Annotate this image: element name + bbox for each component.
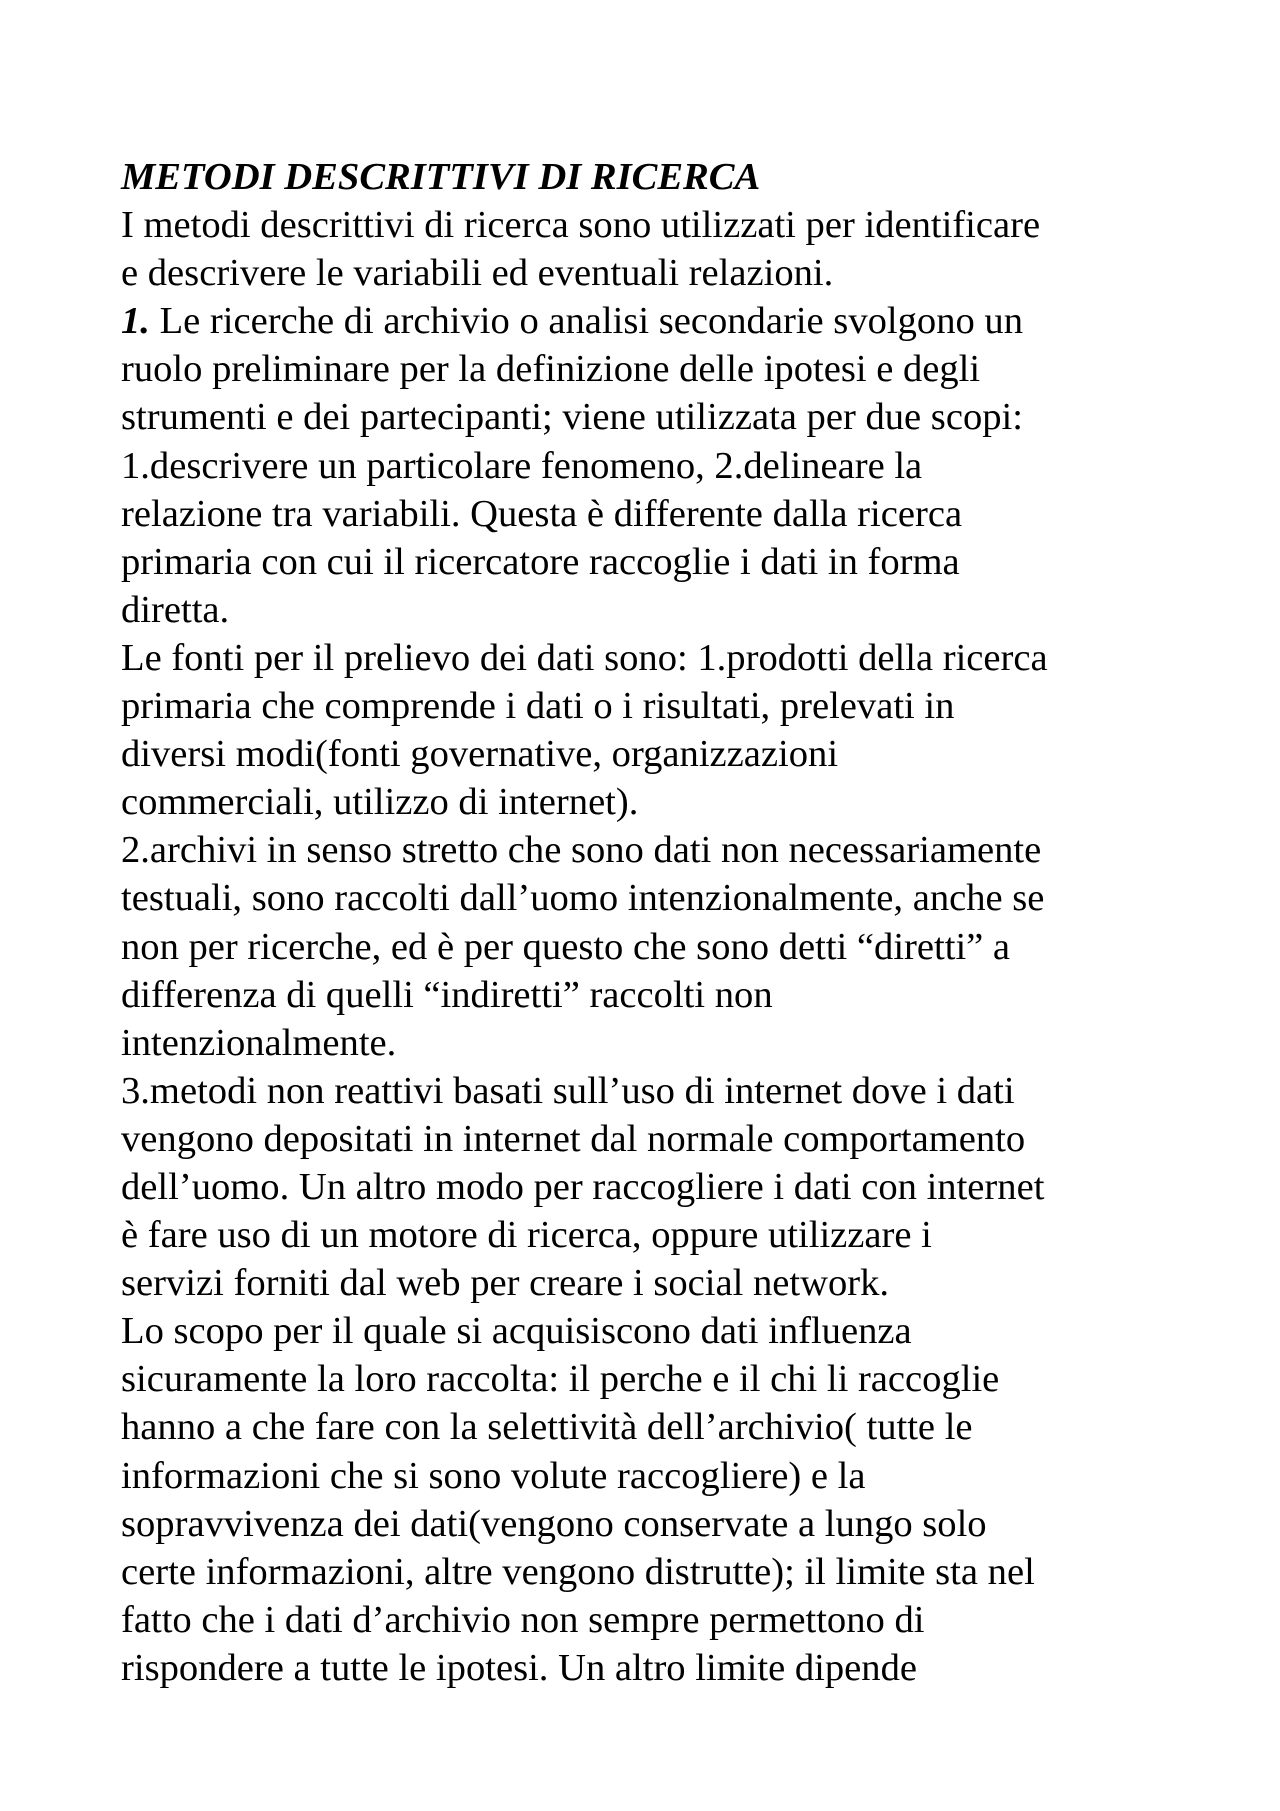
text-line: primaria che comprende i dati o i risultati, prelevati in (121, 685, 955, 728)
text-line: Le fonti per il prelievo dei dati sono: 1.prodotti della ricerca (121, 636, 1048, 679)
text-line-rest: Le ricerche di archivio o analisi secondarie svolgono un (149, 300, 1023, 343)
text-line: e descrivere le variabili ed eventuali relazioni. (121, 252, 834, 295)
document-title: METODI DESCRITTIVI DI RICERCA (121, 156, 761, 198)
text-line: 1.descrivere un particolare fenomeno, 2.delineare la (121, 444, 923, 487)
text-line: diversi modi(fonti governative, organizzazioni (121, 733, 839, 776)
text-line: rispondere a tutte le ipotesi. Un altro limite dipende (121, 1646, 917, 1689)
text-line: strumenti e dei partecipanti; viene utilizzata per due scopi: (121, 396, 1023, 439)
text-line: 2.archivi in senso stretto che sono dati non necessariamente (121, 829, 1042, 872)
text-line: diretta. (121, 588, 230, 631)
text-line: certe informazioni, altre vengono distrutte); il limite sta nel (121, 1550, 1035, 1593)
text-line: servizi forniti dal web per creare i social network. (121, 1262, 890, 1305)
text-line: dell’uomo. Un altro modo per raccogliere i dati con internet (121, 1165, 1045, 1208)
text-line: sopravvivenza dei dati(vengono conservate a lungo solo (121, 1502, 987, 1545)
text-line: I metodi descrittivi di ricerca sono utilizzati per identificare (121, 204, 1041, 247)
text-line: testuali, sono raccolti dall’uomo intenzionalmente, anche se (121, 877, 1045, 920)
text-line: commerciali, utilizzo di internet). (121, 781, 639, 824)
text-line: Lo scopo per il quale si acquisiscono dati influenza (121, 1310, 912, 1353)
text-line: vengono depositati in internet dal normale comportamento (121, 1117, 1026, 1160)
document-body (121, 153, 1181, 1692)
text-line: sicuramente la loro raccolta: il perche e il chi li raccoglie (121, 1358, 1000, 1401)
text-line: primaria con cui il ricercatore raccoglie i dati in forma (121, 540, 960, 583)
text-line: è fare uso di un motore di ricerca, oppure utilizzare i (121, 1214, 932, 1257)
text-line: relazione tra variabili. Questa è differente dalla ricerca (121, 492, 963, 535)
text-line: hanno a che fare con la selettività dell’archivio( tutte le (121, 1406, 973, 1449)
text-line: fatto che i dati d’archivio non sempre permettono di (121, 1598, 925, 1641)
text-line: differenza di quelli “indiretti” raccolti non (121, 973, 773, 1016)
point-number: 1. (121, 300, 150, 343)
text-line: informazioni che si sono volute raccogliere) e la (121, 1454, 866, 1497)
text-line: 3.metodi non reattivi basati sull’uso di internet dove i dati (121, 1069, 1015, 1112)
text-line: non per ricerche, ed è per questo che sono detti “diretti” a (121, 925, 1011, 968)
text-line: ruolo preliminare per la definizione delle ipotesi e degli (121, 348, 981, 391)
text-line-point-1 (121, 297, 1181, 345)
text-line: intenzionalmente. (121, 1021, 397, 1064)
